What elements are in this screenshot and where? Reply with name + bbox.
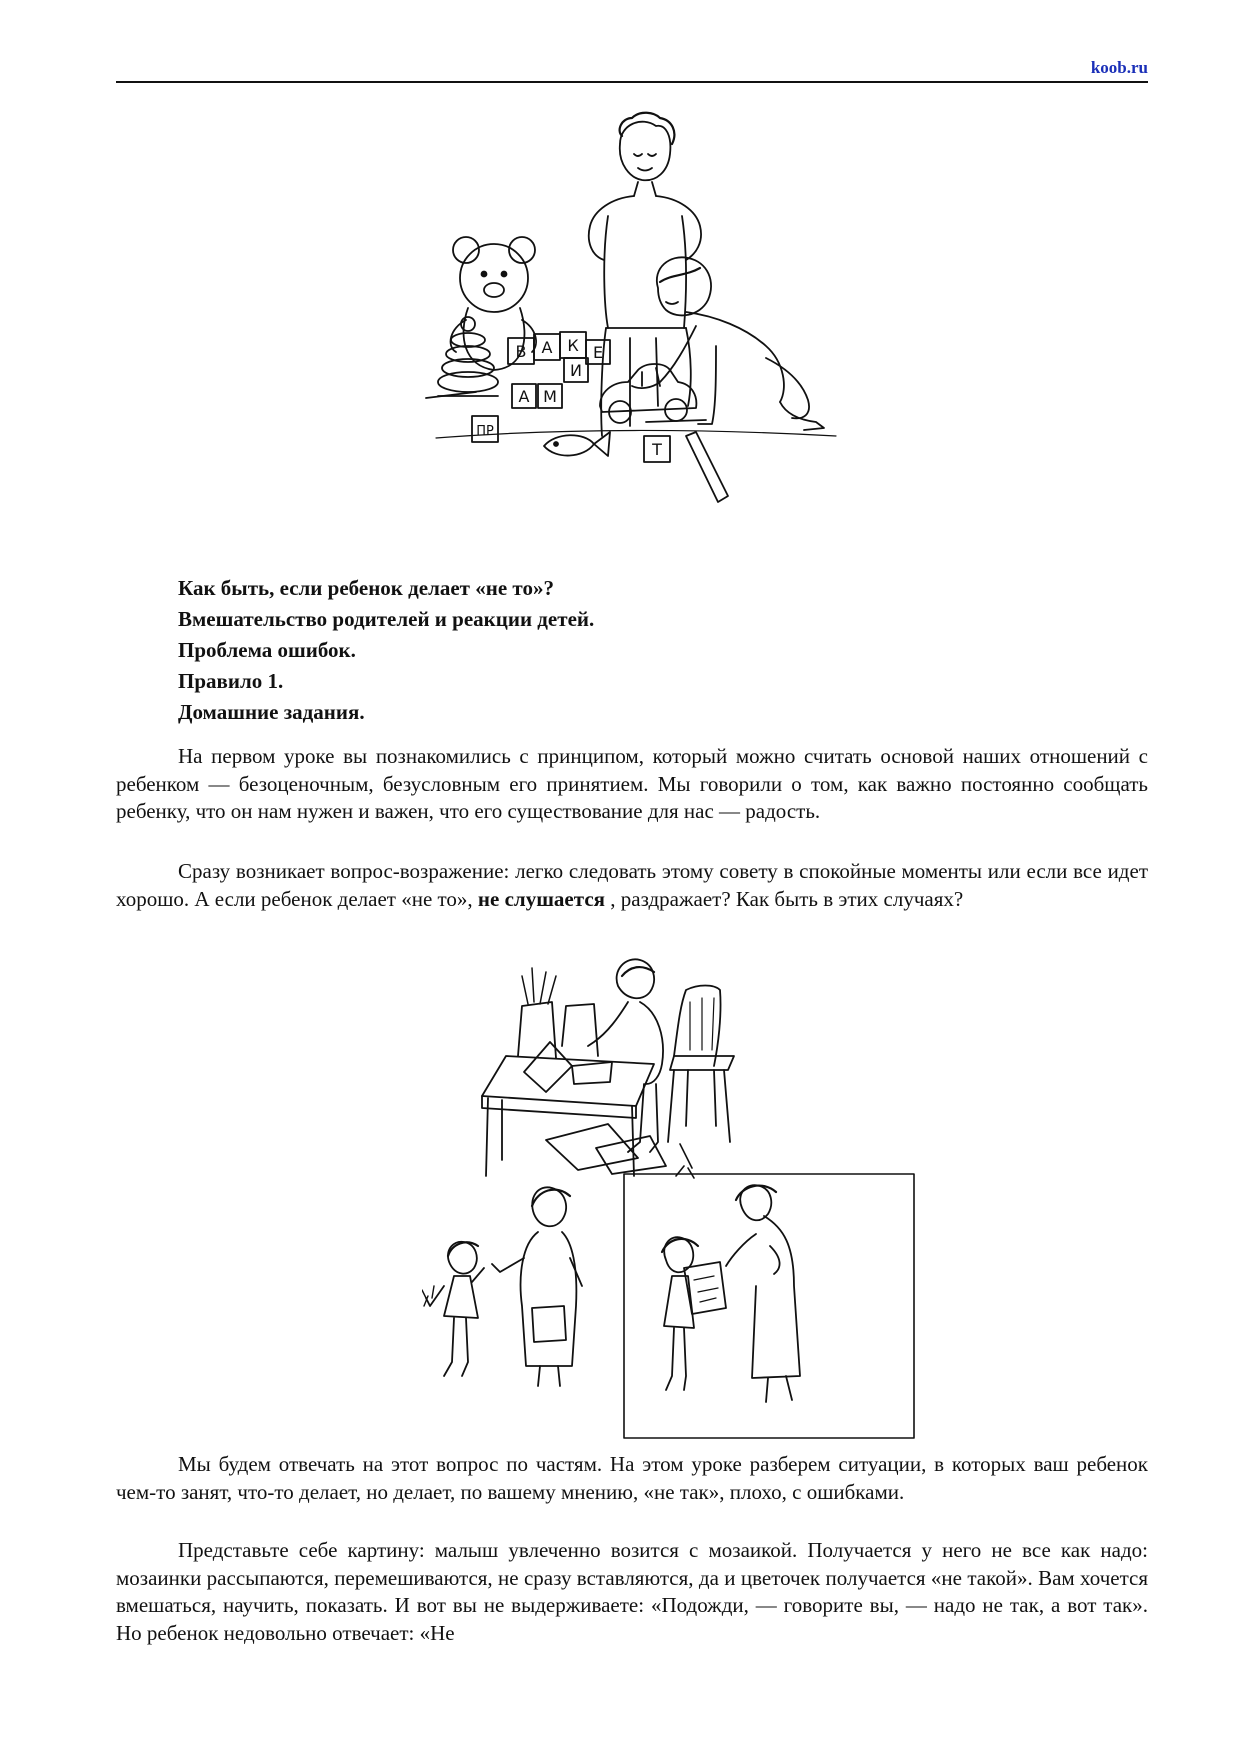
block-letter: А	[541, 338, 553, 357]
block-letter: М	[543, 387, 557, 406]
paragraph-text: На первом уроке вы познакомились с принципом, который можно считать основой наших отношений с ребенком — безоценочным, безусловным его принятием. Мы говорили о том, как важно постоянно сообщать ребенку, что он нам нужен и важен, что его существование для нас — радость.	[116, 744, 1148, 823]
block-letter: В	[515, 342, 527, 361]
section-headings	[178, 573, 1078, 728]
block-letter: К	[567, 336, 579, 355]
toy-car	[600, 364, 696, 423]
paragraph	[116, 1451, 1148, 1506]
paragraph-text: Представьте себе картину: малыш увлеченно возится с мозаикой. Получается у него не все как надо: мозаинки рассыпаются, перемешиваются, не сразу вставляются, да и цветочек получается «не такой». Вам хочется вмешаться, научить, показать. И вот вы не выдерживаете: «Подожди, — говорите вы, — надо не так, а вот так». Но ребенок недовольно отвечает: «Не	[116, 1538, 1148, 1645]
ring-stacker-toy	[438, 317, 498, 396]
heading-line: Вмешательство родителей и реакции детей.	[178, 607, 595, 631]
child-at-table-scene	[482, 959, 734, 1178]
header-rule	[116, 81, 1148, 83]
illustration-child-and-mother-scenes	[422, 946, 916, 1442]
heading-line: Как быть, если ребенок делает «не то»?	[178, 576, 554, 600]
block-letter: Е	[592, 343, 604, 362]
alphabet-blocks	[472, 332, 670, 462]
block-letter: Т	[652, 440, 662, 459]
scattered-stick	[646, 420, 706, 422]
emphasis-text: не слушается	[477, 886, 605, 911]
heading-line: Правило 1.	[178, 669, 284, 693]
illustration-mother-child-toys	[416, 106, 916, 546]
scattered-stick	[426, 392, 476, 398]
toy-ruler	[686, 432, 728, 502]
paragraph	[116, 1537, 1148, 1647]
paragraph-text: Сразу возникает вопрос-возражение: легко следовать этому совету в спокойные моменты или если все идет хорошо. А если ребенок делает «не то»,	[116, 859, 1148, 911]
site-link[interactable]: koob.ru	[1090, 58, 1148, 77]
toy-fish	[544, 432, 610, 456]
child-figure	[632, 257, 824, 430]
heading-line: Домашние задания.	[178, 700, 365, 724]
paragraph	[116, 858, 1148, 913]
girl-and-mother-scene-left	[422, 1187, 582, 1386]
paragraph-text: Мы будем отвечать на этот вопрос по частям. На этом уроке разберем ситуации, в которых ваш ребенок чем-то занят, что-то делает, но делает, по вашему мнению, «не так», плохо, с ошибками.	[116, 1452, 1148, 1504]
block-letter: А	[518, 387, 530, 406]
block-letter: ПР	[476, 424, 494, 439]
girl-and-mother-scene-right	[624, 1174, 914, 1438]
heading-line: Проблема ошибок.	[178, 638, 356, 662]
paragraph	[116, 743, 1148, 826]
paragraph-text: , раздражает? Как быть в этих случаях?	[605, 886, 964, 911]
block-letter: И	[570, 361, 582, 380]
